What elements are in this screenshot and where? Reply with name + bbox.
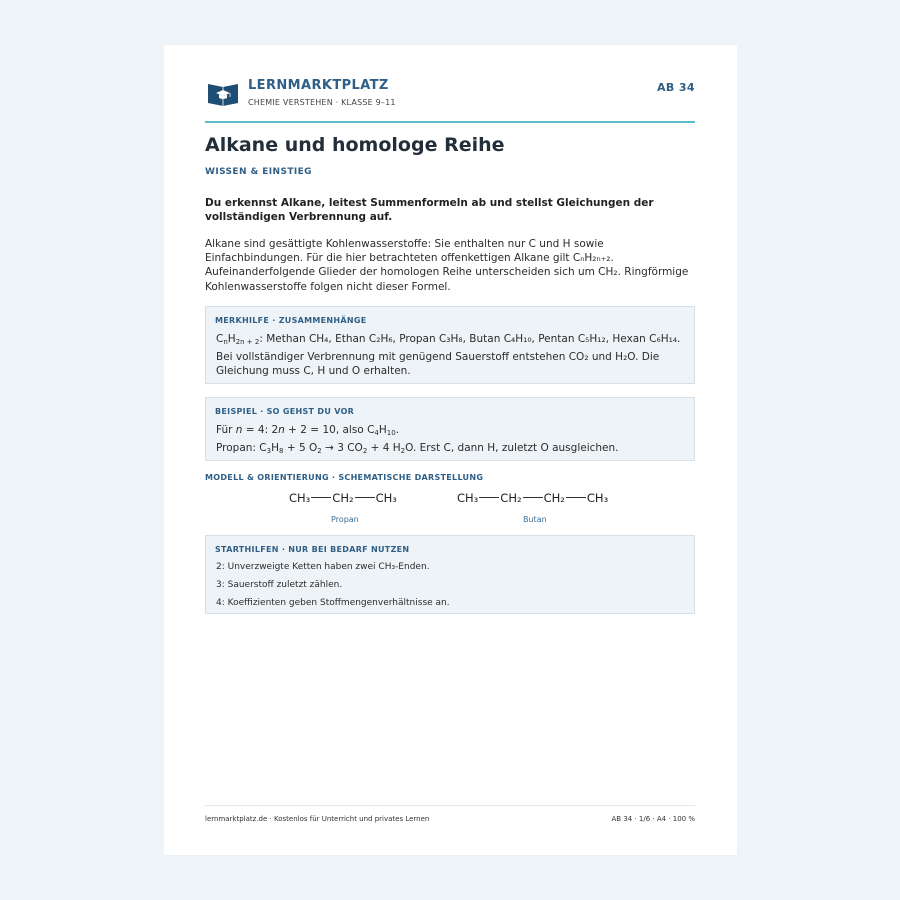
brand-name: LERNMARKTPLATZ bbox=[248, 78, 389, 93]
combustion-equation: $C_3H_8 + 5$ $O_2 \to 3$ $CO_2 + 4$ $H_2O$ bbox=[259, 442, 413, 455]
merkhilfe-box bbox=[205, 306, 695, 384]
result-formula: $C_4H_{10}$ bbox=[367, 424, 396, 437]
group-ch2: CH₂ bbox=[543, 491, 565, 505]
bond bbox=[479, 497, 499, 498]
propan-structure bbox=[289, 491, 397, 505]
beispiel-box bbox=[205, 397, 695, 461]
footer-page-info: AB 34 · 1/6 · A4 · 100 % bbox=[611, 815, 695, 823]
group-ch3: CH₃ bbox=[289, 491, 311, 505]
beispiel-title: BEISPIEL · SO GEHST DU VOR bbox=[215, 407, 355, 416]
beispiel-prefix: Für bbox=[216, 424, 233, 436]
bond bbox=[523, 497, 543, 498]
learning-goal: Du erkennst Alkane, leitest Summenformeln ab und stellst Gleichungen der vollständigen Verbrennung auf. bbox=[205, 197, 654, 223]
footer-site: lernmarktplatz.de · Kostenlos für Unterricht und privates Lernen bbox=[205, 815, 430, 823]
starthilfen-box bbox=[205, 535, 695, 614]
modell-title: MODELL & ORIENTIERUNG · SCHEMATISCHE DARSTELLUNG bbox=[205, 473, 484, 482]
bond bbox=[311, 497, 331, 498]
starthilfen-title: STARTHILFEN · NUR BEI BEDARF NUTZEN bbox=[215, 545, 410, 554]
beispiel-line-2 bbox=[216, 441, 686, 458]
beispiel-hint: . Erst C, dann H, zuletzt O ausgleichen. bbox=[412, 442, 619, 454]
group-ch3: CH₃ bbox=[457, 491, 479, 505]
math-expression: n = 4: 2n + 2 = 10 bbox=[235, 424, 336, 436]
book-graduation-cap-icon bbox=[207, 81, 239, 107]
section-kicker: WISSEN & EINSTIEG bbox=[205, 167, 312, 177]
alkane-list: : Methan CH₄, Ethan C₂H₆, Propan C₃H₈, Butan C₄H₁₀, Pentan C₅H₁₂, Hexan C₆H₁₄. bbox=[259, 333, 681, 345]
butan-structure bbox=[457, 491, 608, 505]
propan-caption: Propan bbox=[331, 515, 359, 524]
footer-divider bbox=[205, 805, 695, 806]
page-title: Alkane und homologe Reihe bbox=[205, 134, 505, 156]
butan-caption: Butan bbox=[523, 515, 547, 524]
hint-item: 4: Koeffizienten geben Stoffmengenverhältnisse an. bbox=[216, 598, 450, 608]
intro-text: Alkane sind gesättigte Kohlenwasserstoffe: Sie enthalten nur C und H sowie Einfachbindungen. Für die hier betrachteten offenkettigen Alkane gilt CₙH₂ₙ₊₂. Aufeinanderfolgende Glieder der homologen Reihe unterscheiden sich um CH₂. Ringförmige Kohlenwasserstoffe folgen nicht dieser Formel. bbox=[205, 238, 689, 293]
beispiel-line-1: Für n = 4: 2n + 2 = 10, also $C_4H_{10}$. bbox=[216, 424, 400, 437]
group-ch3: CH₃ bbox=[586, 491, 609, 505]
merkhilfe-title: MERKHILFE · ZUSAMMENHÄNGE bbox=[215, 316, 367, 325]
worksheet-page bbox=[164, 45, 737, 855]
bond bbox=[355, 497, 375, 498]
brand-subtitle: CHEMIE VERSTEHEN · KLASSE 9–11 bbox=[248, 98, 396, 107]
beispiel-propan-label: Propan: bbox=[216, 442, 256, 454]
group-ch3: CH₃ bbox=[375, 491, 397, 505]
group-ch2: CH₂ bbox=[332, 491, 354, 505]
hint-item: 3: Sauerstoff zuletzt zählen. bbox=[216, 580, 343, 590]
bond bbox=[566, 497, 586, 498]
hint-item: 2: Unverzweigte Ketten haben zwei CH₃-Enden. bbox=[216, 562, 430, 572]
merkhilfe-line-2: Bei vollständiger Verbrennung mit genügend Sauerstoff entstehen CO₂ und H₂O. Die Gleichung muss C, H und O erhalten. bbox=[216, 351, 660, 377]
sheet-code: AB 34 bbox=[656, 81, 695, 94]
group-ch2: CH₂ bbox=[500, 491, 522, 505]
merkhilfe-line-1 bbox=[216, 332, 686, 349]
header-divider bbox=[205, 121, 695, 123]
beispiel-connector: , also bbox=[335, 424, 364, 436]
general-formula: $C_nH_{2n + 2}$ bbox=[216, 333, 260, 346]
